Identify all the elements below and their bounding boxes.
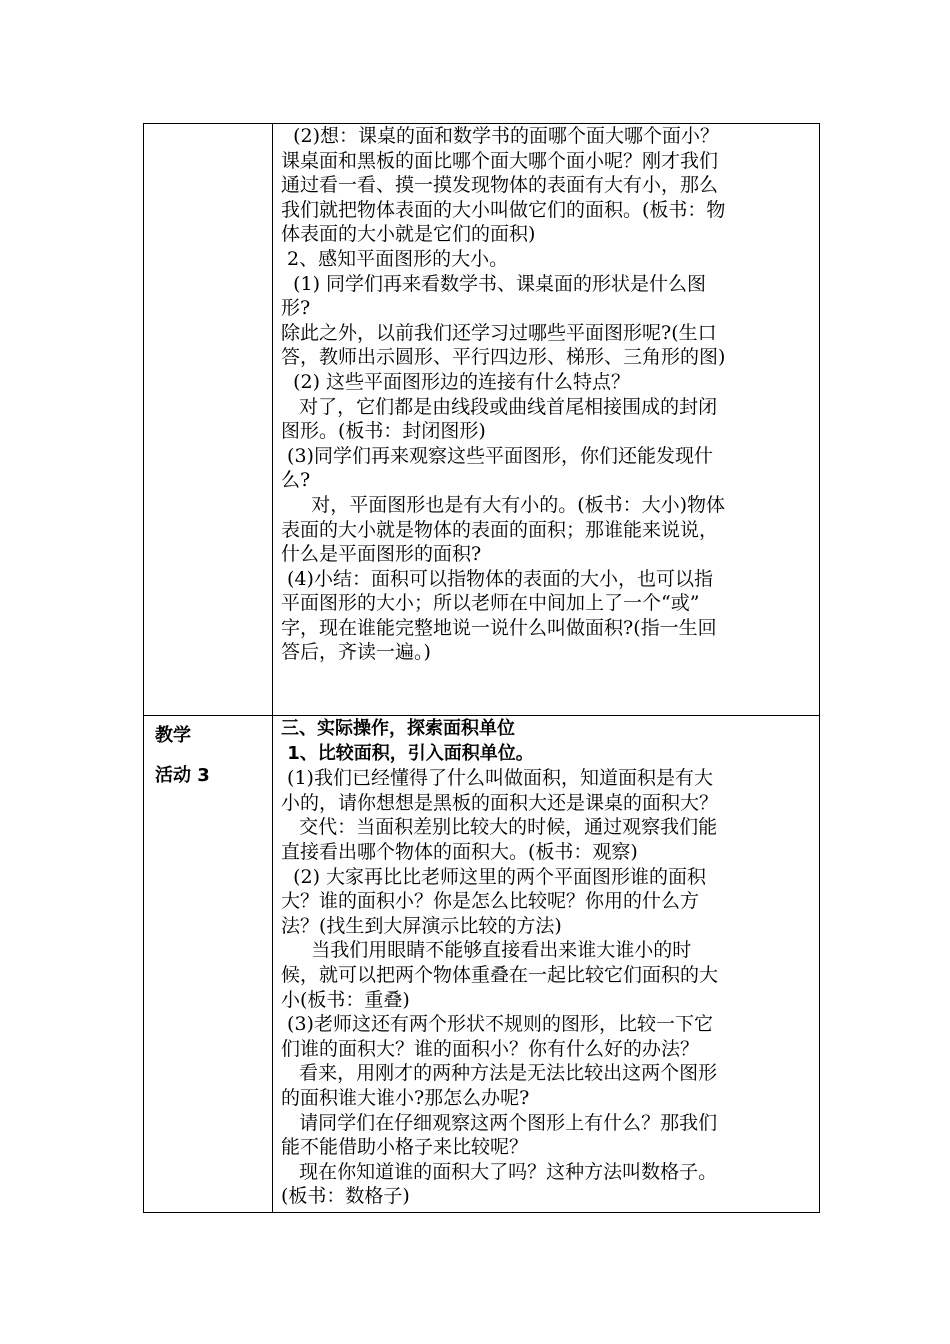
text-line: 交代：当面积差别比较大的时候，通过观察我们能 — [281, 816, 718, 839]
table-row — [144, 124, 820, 716]
text-line: 通过看一看、摸一摸发现物体的表面有大有小，那么 — [281, 174, 719, 197]
text-line: 的面积谁大谁小?那怎么办呢? — [281, 1086, 530, 1109]
text-line: 2、感知平面图形的大小。 — [281, 247, 509, 270]
row-content-cell — [273, 124, 820, 716]
activity-label-line1: 教学 — [155, 725, 191, 746]
content-paragraphs — [281, 124, 813, 665]
text-line: 对，平面图形也是有大有小的。(板书：大小)物体 — [281, 493, 726, 516]
text-line: (3)老师这还有两个形状不规则的图形，比较一下它 — [281, 1013, 713, 1036]
text-line: 图形。(板书：封闭图形) — [281, 420, 486, 443]
text-line: 课桌面和黑板的面比哪个面大哪个面小呢？刚才我们 — [281, 149, 719, 172]
text-line: (3)同学们再来观察这些平面图形，你们还能发现什 — [281, 444, 713, 467]
text-line: 能不能借助小格子来比较呢？ — [281, 1136, 529, 1159]
text-line: (2) 这些平面图形边的连接有什么特点？ — [281, 370, 631, 393]
text-line: (板书：数格子) — [281, 1185, 410, 1208]
text-line: 当我们用眼睛不能够直接看出来谁大谁小的时 — [281, 939, 692, 962]
text-line: 看来，用刚才的两种方法是无法比较出这两个图形 — [281, 1062, 718, 1085]
text-line: 体表面的大小就是它们的面积) — [281, 223, 536, 246]
row-label-cell — [144, 124, 273, 716]
text-line: 除此之外，以前我们还学习过哪些平面图形呢?(生口 — [281, 321, 717, 344]
text-line: 直接看出哪个物体的面积大。(板书：观察) — [281, 840, 638, 863]
text-line: 法？(找生到大屏演示比较的方法) — [281, 914, 562, 937]
text-line: (2)想：课桌的面和数学书的面哪个面大哪个面小？ — [281, 125, 720, 147]
text-line: 请同学们在仔细观察这两个图形上有什么？那我们 — [281, 1111, 718, 1134]
text-line: 答后，齐读一遍。) — [281, 641, 431, 664]
text-line: 们谁的面积大？谁的面积小？你有什么好的办法？ — [281, 1037, 700, 1060]
text-line: 答，教师出示圆形、平行四边形、梯形、三角形的图) — [281, 346, 726, 369]
text-line: 么? — [281, 469, 311, 492]
text-line: 候，就可以把两个物体重叠在一起比较它们面积的大 — [281, 963, 719, 986]
text-line: 表面的大小就是物体的表面的面积；那谁能来说说， — [281, 518, 719, 541]
text-line: 什么是平面图形的面积? — [281, 543, 482, 566]
text-line: 大？谁的面积小？你是怎么比较呢？你用的什么方 — [281, 890, 700, 913]
text-line: 我们就把物体表面的大小叫做它们的面积。(板书：物 — [281, 198, 726, 221]
text-line: (1)我们已经懂得了什么叫做面积，知道面积是有大 — [281, 767, 713, 790]
text-line: (2) 大家再比比老师这里的两个平面图形谁的面积 — [281, 865, 707, 888]
row-content-cell — [273, 716, 820, 1213]
activity-label-line2: 活动 3 — [155, 765, 210, 786]
text-line: 小(板书：重叠) — [281, 988, 410, 1011]
text-line: (1) 同学们再来看数学书、课桌面的形状是什么图 — [281, 272, 707, 295]
row-label-cell — [144, 716, 273, 1213]
section-heading: 三、实际操作，探索面积单位 — [281, 718, 515, 739]
table-row — [144, 716, 820, 1213]
text-line: 形? — [281, 297, 311, 320]
text-line: 对了，它们都是由线段或曲线首尾相接围成的封闭 — [281, 395, 718, 418]
text-line: (4)小结：面积可以指物体的表面的大小，也可以指 — [281, 567, 713, 590]
content-paragraphs — [281, 766, 813, 1209]
text-line: 字，现在谁能完整地说一说什么叫做面积?(指一生回 — [281, 616, 717, 639]
text-line: 平面图形的大小；所以老师在中间加上了一个“或” — [281, 592, 700, 615]
lesson-plan-table — [143, 123, 820, 1213]
text-line: 小的，请你想想是黑板的面积大还是课桌的面积大？ — [281, 791, 719, 814]
subsection-heading: 1、比较面积，引入面积单位。 — [281, 742, 534, 764]
text-line: 现在你知道谁的面积大了吗？这种方法叫数格子。 — [281, 1160, 718, 1183]
